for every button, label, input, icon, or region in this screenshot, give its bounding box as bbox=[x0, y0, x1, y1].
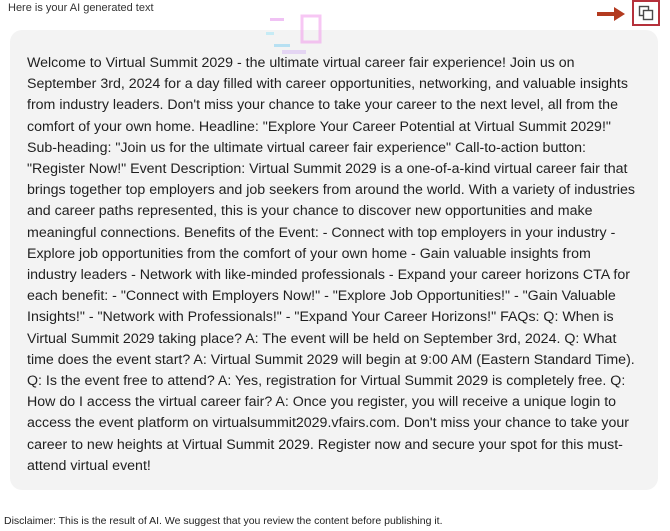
disclaimer-text: Disclaimer: This is the result of AI. We suggest that you review the content before publishing it. bbox=[4, 515, 443, 527]
copy-icon bbox=[638, 5, 654, 21]
generated-text-box bbox=[10, 30, 658, 490]
generated-text: Welcome to Virtual Summit 2029 - the ultimate virtual career fair experience! Join us on September 3rd, 2024 for a day filled with career opportunities, networking, and valuable insights from industry leaders. Don't miss your chance to take your career to the next level, all from the comfort of your own home. Headline: "Explore Your Career Potential at Virtual Summit 2029!" Sub-heading: "Join us for the ultimate virtual career fair experience" Call-to-action button: "Register Now!" Event Description: Virtual Summit 2029 is a one-of-a-kind virtual career fair that brings together top employers and job seekers from around the world. With a variety of industries and career paths represented, this is your chance to discover new opportunities and make meaningful connections. Benefits of the Event: - Connect with top employers in your industry - Explore job opportunities from the comfort of your own home - Gain valuable insights from industry leaders - Network with like-minded professionals - Expand your career horizons CTA for each benefit: - "Connect with Employers Now!" - "Explore Job Opportunities!" - "Gain Valuable Insights!" - "Network with Professionals!" - "Expand Your Career Horizons!" FAQs: Q: When is Virtual Summit 2029 taking place? A: The event will be held on September 3rd, 2024. Q: What time does the event start? A: Virtual Summit 2029 will begin at 9:00 AM (Eastern Standard Time). Q: Is the event free to attend? A: Yes, registration for Virtual Summit 2029 is completely free. Q: How do I access the virtual career fair? A: Once you register, you will receive a unique login to access the event platform on virtualsummit2029.vfairs.com. Don't miss your chance to take your career to new heights at Virtual Summit 2029. Register now and secure your spot for this must-attend virtual event! bbox=[27, 55, 635, 474]
panel-header-label: Here is your AI generated text bbox=[8, 2, 154, 14]
arrow-right-icon bbox=[596, 6, 626, 22]
copy-button[interactable] bbox=[632, 0, 660, 26]
